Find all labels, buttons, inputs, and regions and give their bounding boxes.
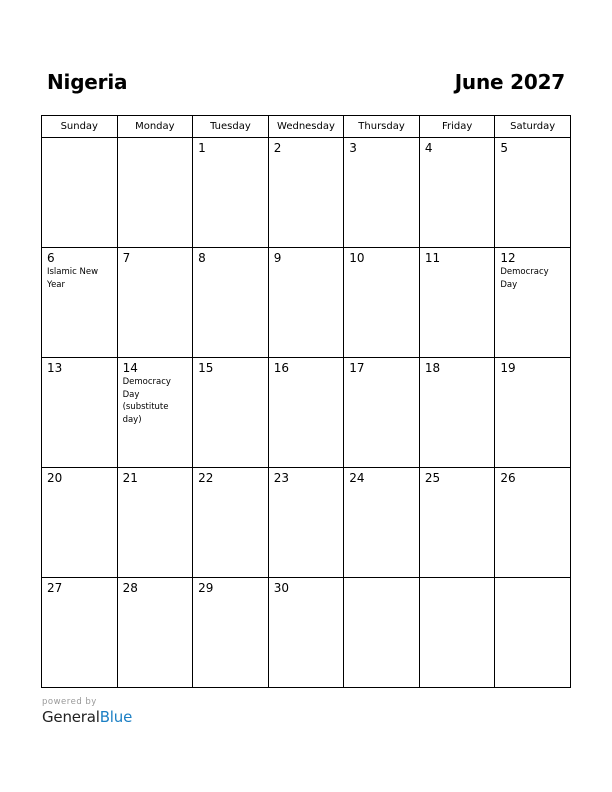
day-number: 13 <box>47 361 63 375</box>
day-cell <box>117 578 193 688</box>
day-number: 15 <box>198 361 214 375</box>
brand-general: General <box>42 708 100 726</box>
day-cell <box>344 248 420 358</box>
weekday-monday: Monday <box>117 116 193 138</box>
day-cell <box>42 578 118 688</box>
day-cell <box>117 358 193 468</box>
day-cell-empty <box>419 578 495 688</box>
day-cell <box>344 468 420 578</box>
day-cell-empty <box>495 578 571 688</box>
day-number: 19 <box>500 361 516 375</box>
weekday-friday: Friday <box>419 116 495 138</box>
day-cell <box>193 248 269 358</box>
week-row <box>42 248 571 358</box>
day-cell <box>419 248 495 358</box>
week-row <box>42 358 571 468</box>
day-number: 20 <box>47 471 63 485</box>
holiday-label: Islamic New Year <box>47 267 99 290</box>
day-cell <box>42 248 118 358</box>
day-cell <box>495 248 571 358</box>
day-number: 17 <box>349 361 365 375</box>
day-cell <box>193 358 269 468</box>
day-number: 10 <box>349 251 365 265</box>
day-number: 16 <box>273 361 289 375</box>
day-cell <box>268 468 344 578</box>
generalblue-logo <box>42 708 132 726</box>
day-cell <box>419 468 495 578</box>
weekday-wednesday: Wednesday <box>268 116 344 138</box>
calendar-grid <box>41 115 571 688</box>
day-number: 21 <box>122 471 138 485</box>
day-cell <box>193 468 269 578</box>
day-number: 24 <box>349 471 365 485</box>
day-cell-empty <box>42 138 118 248</box>
powered-by-text: powered by <box>42 697 97 707</box>
day-number: 22 <box>198 471 214 485</box>
day-cell <box>344 358 420 468</box>
day-cell <box>42 358 118 468</box>
day-cell <box>268 578 344 688</box>
holiday-label: Democracy Day (substitute day) <box>122 377 171 425</box>
day-number: 1 <box>198 141 206 155</box>
weekday-thursday: Thursday <box>344 116 420 138</box>
day-cell <box>495 358 571 468</box>
day-cell <box>268 358 344 468</box>
day-number: 11 <box>424 251 441 265</box>
day-cell <box>117 248 193 358</box>
day-cell <box>268 138 344 248</box>
day-cell <box>268 248 344 358</box>
day-number: 7 <box>122 251 131 265</box>
day-number: 28 <box>122 581 138 595</box>
day-number: 9 <box>273 251 282 265</box>
holiday-label: Democracy Day <box>500 267 549 290</box>
day-number: 8 <box>198 251 206 265</box>
day-number: 3 <box>349 141 357 155</box>
day-cell <box>495 468 571 578</box>
month-year-title: June 2027 <box>454 70 565 94</box>
day-cell <box>419 138 495 248</box>
weekday-header-row <box>42 116 571 138</box>
day-cell <box>193 578 269 688</box>
day-cell-empty <box>344 578 420 688</box>
day-number: 14 <box>122 361 138 375</box>
day-cell <box>419 358 495 468</box>
day-number: 25 <box>424 471 441 485</box>
day-number: 26 <box>500 471 516 485</box>
day-number: 12 <box>500 251 516 265</box>
day-number: 18 <box>424 361 441 375</box>
day-number: 2 <box>273 141 282 155</box>
weekday-saturday: Saturday <box>495 116 571 138</box>
day-number: 29 <box>198 581 214 595</box>
day-cell <box>344 138 420 248</box>
day-number: 30 <box>273 581 289 595</box>
weekday-sunday: Sunday <box>42 116 118 138</box>
week-row <box>42 468 571 578</box>
day-number: 4 <box>424 141 433 155</box>
day-cell <box>495 138 571 248</box>
day-number: 23 <box>273 471 289 485</box>
week-row <box>42 578 571 688</box>
day-number: 27 <box>47 581 63 595</box>
weekday-tuesday: Tuesday <box>193 116 269 138</box>
day-cell-empty <box>117 138 193 248</box>
day-number: 5 <box>500 141 509 155</box>
day-cell <box>42 468 118 578</box>
day-cell <box>117 468 193 578</box>
brand-blue: Blue <box>99 708 133 726</box>
footer-branding <box>42 697 132 726</box>
week-row <box>42 138 571 248</box>
day-cell <box>193 138 269 248</box>
day-number: 6 <box>47 251 55 265</box>
country-title: Nigeria <box>47 70 128 94</box>
